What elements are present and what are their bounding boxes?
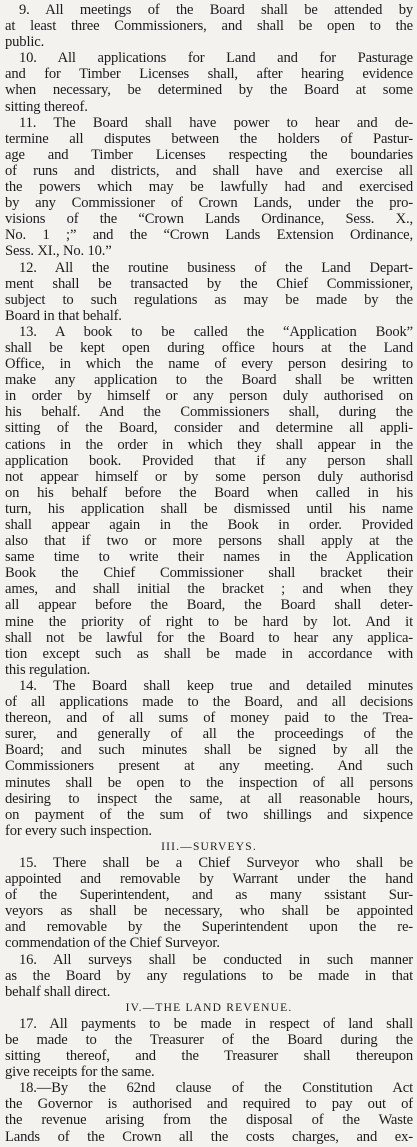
text-line: public. [5,34,45,51]
text-line: not appear himself or by some person duly authorisd [5,468,413,485]
text-line: turn, his application shall be dismissed until his name [5,500,413,517]
text-line: surer, and generally of all the proceedings of the [5,726,413,743]
text-line: behalf shall direct. [5,983,111,1000]
text-line: also that if two or more persons shall apply at the [5,533,413,550]
text-line: visions of the “Crown Lands Ordinance, Sess. X., [5,211,413,228]
text-line: Lands of the Crown all the costs charges, and ex- [5,1128,413,1145]
text-line: mine the priority of right to be hard by lot. And it [5,613,413,630]
text-line: Book the Chief Commissioner shall bracket their [5,565,413,582]
text-line: 12. All the routine business of the Land Depart- [19,259,413,276]
text-line: when necessary, be determined by the Board at some [5,82,413,99]
text-line: 9. All meetings of the Board shall be attended by [19,2,413,18]
text-line: give receipts for the same. [5,1064,155,1081]
text-line: ment shall be transacted by the Chief Commissioner, [5,275,413,292]
text-line: veyors as shall be necessary, who shall be appointed [5,903,413,920]
section-heading: III.—SURVEYS. [161,840,257,853]
text-line: on payment of the sum of two shillings and sixpence [5,806,413,823]
text-line: subject to such regulations as may be made by the [5,291,413,308]
text-line: as the Board by any regulations to be made in that [5,967,413,984]
text-line: 13. A book to be called the “Application Book” [19,323,413,340]
text-line: of runs and districts, and shall have and exercise all [5,162,413,179]
text-line: shall appear again in the Book in order. Provided [5,517,413,533]
text-line: 17. All payments to be made in respect of land shall [19,1015,413,1032]
text-line: of all applications made to the Board, and all decisions [5,694,413,711]
text-line: Office, in which the name of every person desiring to [5,356,413,373]
text-line: 11. The Board shall have power to hear and de- [19,114,413,131]
section-heading: IV.—THE LAND REVENUE. [125,1001,293,1014]
text-line: cations in the order in which they shall appear in the [5,436,413,453]
text-line: on his behalf before the Board when called in his [5,484,413,501]
text-line: thereon, and of all sums of money paid to the Trea- [5,710,413,727]
text-line: shall not be lawful for the Board to hear any applica- [5,629,413,646]
text-line: in order by himself or any person duly authorised on [5,388,413,405]
text-line: 14. The Board shall keep true and detailed minutes [19,677,413,694]
text-line: of the Superintendent, and as many ssistant Sur- [5,887,413,904]
text-line: commendation of the Chief Surveyor. [5,935,220,952]
text-line: and for Timber Licenses shall, after hearing evidence [5,66,413,83]
text-line: 16. All surveys shall be conducted in such manner [19,951,413,968]
text-line: all appear before the Board, the Board shall deter- [5,597,413,614]
text-line: Commissioners present at any meeting. And such [5,758,413,775]
text-line: the powers which may be lawfully had and exercised [5,179,413,196]
text-line: make any application to the Board shall be written [5,372,413,389]
text-line: ames, and shall initial the bracket ; and when they [5,581,413,598]
text-line: appointed and removable by Warrant under the hand [5,871,413,888]
text-line: for every such inspection. [5,822,152,839]
text-line: this regulation. [5,661,91,678]
text-line: sitting thereof. [5,98,88,115]
text-line: his behalf. And the Commissioners shall, during the [5,404,413,421]
text-line: at least three Commissioners, and shall be open to the [5,18,413,35]
text-line: age and Timber Licenses respecting the boundaries [5,146,413,163]
text-line: 18.—By the 62nd clause of the Constitution Act [19,1080,413,1097]
text-line: be made to the Treasurer of the Board during the [5,1032,413,1048]
text-line: shall be kept open during office hours at the Land [5,339,413,356]
text-line: sitting thereof, and the Treasurer shall thereupon [5,1048,413,1065]
text-line: application book. Provided that if any person shall [5,452,413,469]
text-line: 15. There shall be a Chief Surveyor who shall be [19,854,413,871]
text-line: by any Commissioner of Crown Lands, under the pro- [5,195,413,212]
text-line: the Governor is authorised and required to pay out of [5,1096,413,1113]
text-line: No. 1 ;” and the “Crown Lands Extension Ordinance, [5,227,413,244]
text-line: Board; and such minutes shall be signed by all the [5,742,413,759]
text-line: same time to write their names in the Application [5,549,413,566]
text-line: sitting of the Board, consider and determine all appli- [5,420,413,437]
text-line: 10. All applications for Land and for Pasturage [19,50,413,67]
text-line: and removable by the Superintendent upon the re- [5,919,413,936]
text-line: Board in that behalf. [5,307,122,324]
text-line: minutes shall be open to the inspection of all persons [5,774,413,791]
text-line: Sess. XI., No. 10.” [5,243,112,260]
text-line: tion except such as shall be made in accordance with [5,645,413,662]
text-line: termine all disputes between the holders of Pastur- [5,130,413,147]
text-line: the revenue arising from the disposal of the Waste [5,1112,413,1129]
text-line: desiring to inspect the same, at all reasonable hours, [5,790,413,807]
